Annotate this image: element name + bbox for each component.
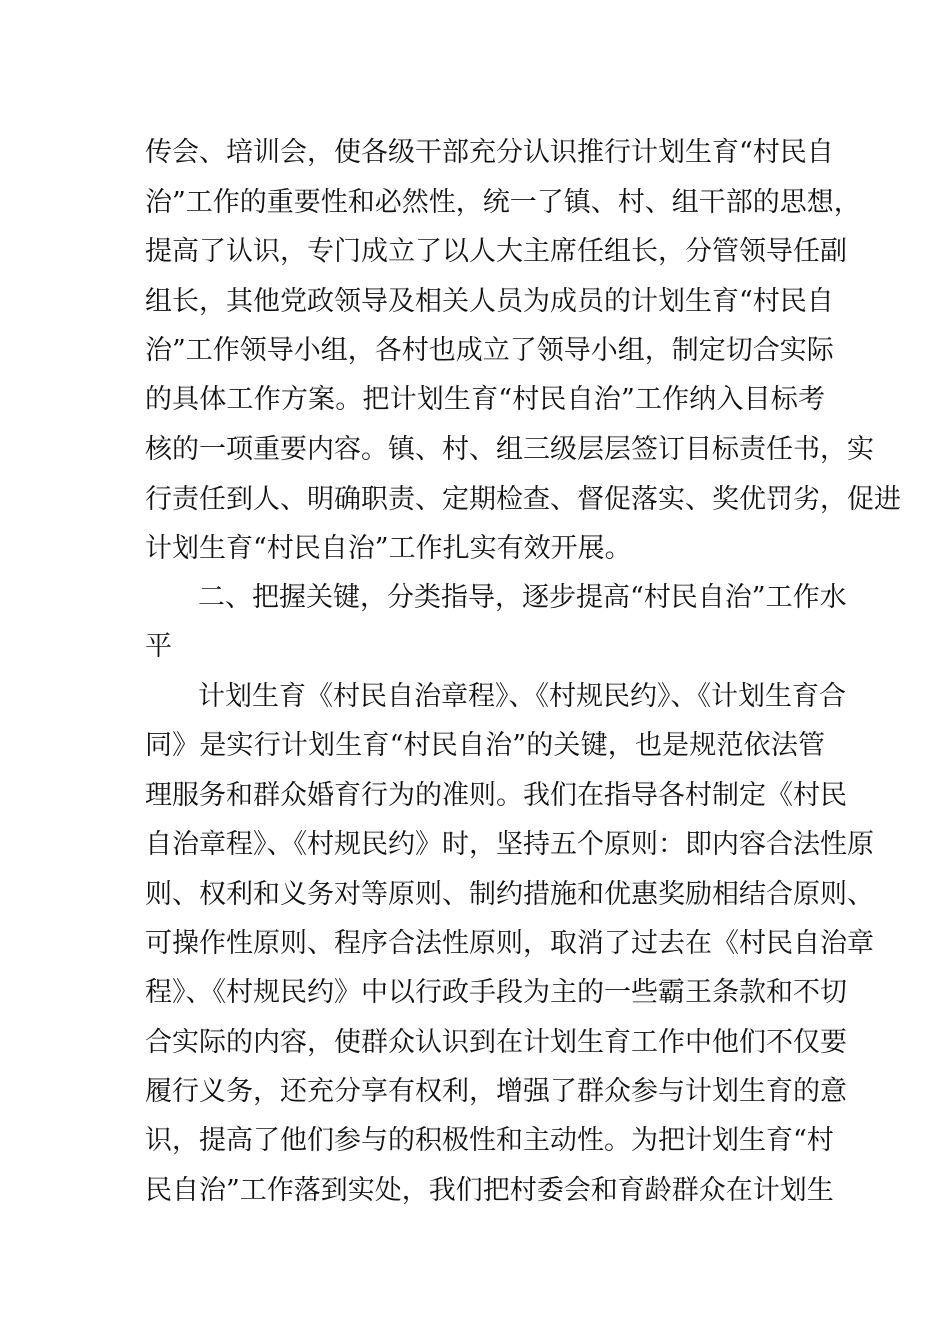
section-heading: 二、把握关键，分类指导，逐步提高“村民自治”工作水 (198, 582, 847, 613)
text-line: 识，提高了他们参与的积极性和主动性。为把计划生育“村 (145, 1125, 834, 1156)
paragraph-first-line: 计划生育《村民自治章程》、《村规民约》、《计划生育合 (198, 681, 846, 712)
text-line: 程》、《村规民约》中以行政手段为主的一些霸王条款和不切 (145, 977, 847, 1008)
text-line: 传会、培训会，使各级干部充分认识推行计划生育“村民自 (145, 137, 834, 168)
text-line: 同》是实行计划生育“村民自治”的关键，也是规范依法管 (145, 730, 825, 761)
text-line: 治”工作的重要性和必然性，统一了镇、村、组干部的思想， (145, 187, 861, 218)
text-line: 的具体工作方案。把计划生育“村民自治”工作纳入目标考 (145, 384, 825, 415)
text-line: 计划生育“村民自治”工作扎实有效开展。 (145, 533, 632, 564)
text-line: 组长，其他党政领导及相关人员为成员的计划生育“村民自 (145, 286, 834, 317)
section-heading-continued: 平 (145, 631, 172, 662)
text-line: 民自治”工作落到实处，我们把村委会和育龄群众在计划生 (145, 1175, 834, 1206)
text-line: 核的一项重要内容。镇、村、组三级层层签订目标责任书，实 (145, 434, 874, 465)
text-line: 履行义务，还充分享有权利，增强了群众参与计划生育的意 (145, 1076, 847, 1107)
text-line: 行责任到人、明确职责、定期检查、督促落实、奖优罚劣，促进 (145, 484, 901, 515)
text-line: 提高了认识，专门成立了以人大主席任组长，分管领导任副 (145, 236, 847, 267)
text-line: 可操作性原则、程序合法性原则，取消了过去在《村民自治章 (145, 928, 874, 959)
text-line: 理服务和群众婚育行为的准则。我们在指导各村制定《村民 (145, 780, 847, 811)
text-line: 自治章程》、《村规民约》时，坚持五个原则：即内容合法性原 (145, 829, 874, 860)
text-line: 治”工作领导小组，各村也成立了领导小组，制定切合实际 (145, 335, 834, 366)
text-line: 则、权利和义务对等原则、制约措施和优惠奖励相结合原则、 (145, 879, 874, 910)
text-line: 合实际的内容，使群众认识到在计划生育工作中他们不仅要 (145, 1027, 847, 1058)
